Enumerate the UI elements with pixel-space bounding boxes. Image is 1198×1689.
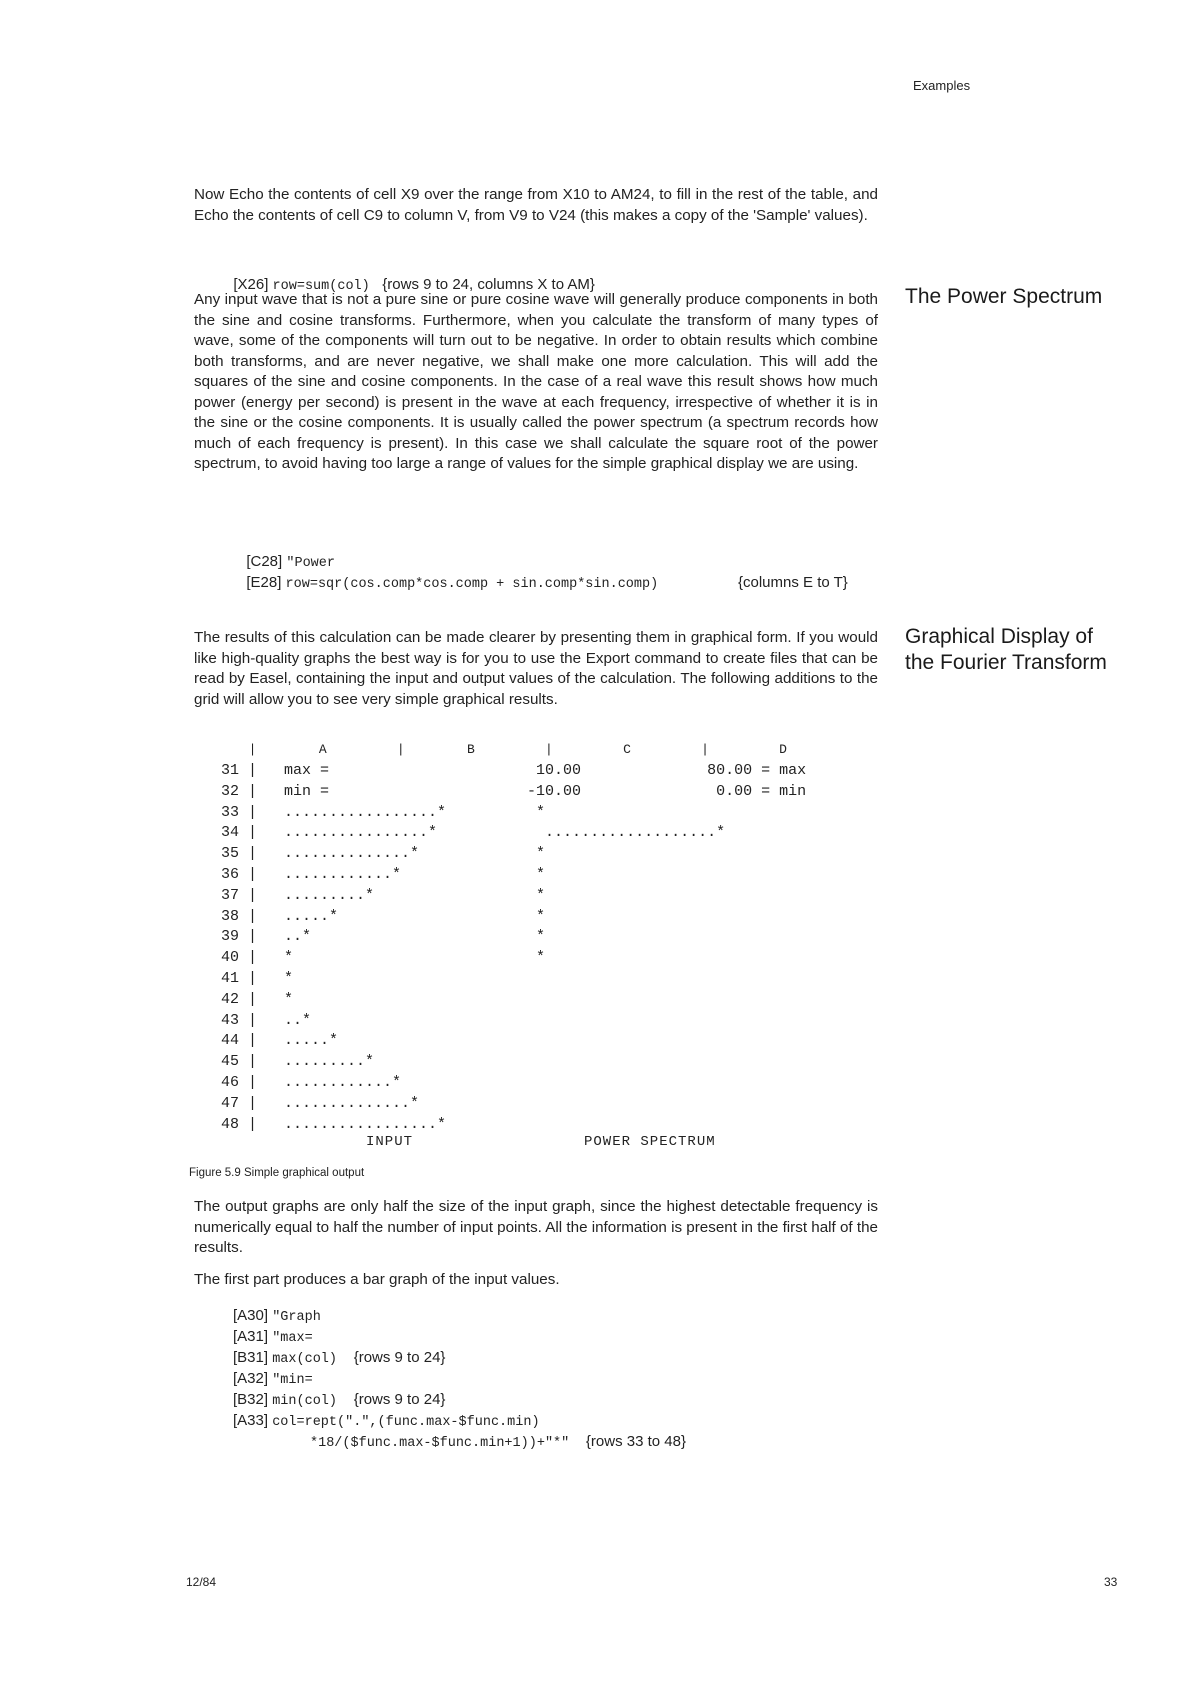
page-number: 33 <box>1104 1575 1118 1589</box>
figure-column-header: | A | B | C | D <box>194 742 787 757</box>
figure-row-32: 32 | min = -10.00 0.00 = min <box>194 782 807 800</box>
figure-row-39: 39 | ..* * <box>194 928 546 946</box>
figure-row-42: 42 | * <box>194 990 294 1008</box>
figure-row-41: 41 | * <box>194 970 294 987</box>
first-part-paragraph: The first part produces a bar graph of the input values. <box>194 1271 560 1288</box>
code-a32: [A32] "min= <box>233 1370 313 1388</box>
code-a33: [A33] col=rept(".",(func.max-$func.min) <box>233 1412 540 1430</box>
figure-row-31: 31 | max = 10.00 80.00 = max <box>194 762 807 779</box>
figure-row-37: 37 | .........* * <box>194 886 546 904</box>
side-heading-power-spectrum: The Power Spectrum <box>905 285 1103 308</box>
figure-caption: Figure 5.9 Simple graphical output <box>189 1167 365 1179</box>
figure-row-36: 36 | ............* * <box>194 866 546 883</box>
figure-row-45: 45 | .........* <box>194 1053 375 1071</box>
figure-label-power-spectrum: POWER SPECTRUM <box>584 1134 716 1150</box>
figure-row-35: 35 | ..............* * <box>194 845 546 863</box>
code-a30: [A30] "Graph <box>233 1307 321 1325</box>
figure-row-33: 33 | .................* * <box>194 803 546 821</box>
figure-row-44: 44 | .....* <box>194 1032 339 1050</box>
figure-row-38: 38 | .....* * <box>194 907 546 925</box>
code-b31: [B31] max(col) {rows 9 to 24} <box>233 1349 446 1367</box>
figure-row-47: 47 | ..............* <box>194 1094 420 1112</box>
power-spectrum-paragraph: Any input wave that is not a pure sine or pure cosine wave will generally produce components in both the sine and cosine transforms. Furthermore, when you calculate the transform of many types of wave, some of the components will turn out to be negative. In order to obtain results which combine both transforms, and are never negative, we shall make one more calculation. This will add the squares of the sine and cosine components. In the case of a real wave this result shows how much power (energy per second) is present in the wave at each frequency, irrespective of whether it is in the sine or the cosine components. It is usually called the power spectrum (a spectrum records how much of each frequency is present). In this case we shall calculate the square root of the power spectrum, to avoid having too large a range of values for the simple graphical display we are using. <box>194 291 878 472</box>
code-a31: [A31] "max= <box>233 1328 313 1346</box>
figure-row-48: 48 | .................* <box>194 1115 447 1133</box>
code-e28-note: {columns E to T} <box>738 574 848 591</box>
code-a33-continuation: *18/($func.max-$func.min+1))+"*" {rows 33 to 48} <box>310 1433 686 1451</box>
figure-row-46: 46 | ............* <box>194 1074 402 1091</box>
code-e28: [E28] row=sqr(cos.comp*cos.comp + sin.comp*sin.comp) <box>246 574 659 592</box>
figure-row-34: 34 | ................* ...................* <box>194 824 726 842</box>
intro-paragraph: Now Echo the contents of cell X9 over the range from X10 to AM24, to fill in the rest of the table, and Echo the contents of cell C9 to column V, from V9 to V24 (this makes a copy of the 'Sample' values). <box>194 186 878 224</box>
running-head: Examples <box>913 78 971 93</box>
graphical-paragraph: The results of this calculation can be made clearer by presenting them in graphical form. If you would like high-quality graphs the best way is for you to use the Export command to create files that can be read by Easel, containing the input and output values of the calculation. The following additions to the grid will allow you to see very simple graphical results. <box>194 629 878 708</box>
code-b32: [B32] min(col) {rows 9 to 24} <box>233 1391 446 1409</box>
code-c28: [C28] "Power <box>246 553 335 571</box>
side-heading-graphical-display: Graphical Display of the Fourier Transform <box>905 625 1107 674</box>
footer-date: 12/84 <box>186 1575 217 1589</box>
figure-row-40: 40 | * * <box>194 949 546 967</box>
figure-row-43: 43 | ..* <box>194 1011 312 1029</box>
figure-label-input: INPUT <box>366 1134 414 1150</box>
output-graphs-paragraph: The output graphs are only half the size of the input graph, since the highest detectable frequency is numerically equal to half the number of input points. All the information is present in the first half of the results. <box>194 1198 878 1256</box>
code-x26: [X26] row=sum(col) {rows 9 to 24, columns X to AM} <box>233 276 595 294</box>
